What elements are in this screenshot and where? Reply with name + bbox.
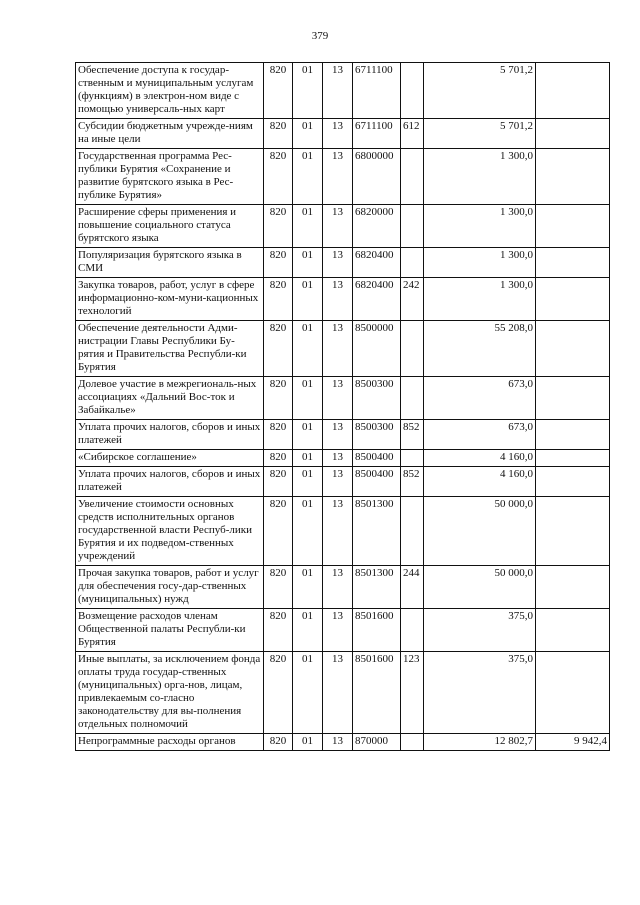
row-name-cell: Уплата прочих налогов, сборов и иных платежей xyxy=(76,420,264,450)
subsection-code-cell: 13 xyxy=(323,149,353,205)
target-article-cell: 8500400 xyxy=(353,467,401,497)
target-article-cell: 6711100 xyxy=(353,119,401,149)
expense-type-cell: 852 xyxy=(401,467,424,497)
table-row xyxy=(76,119,610,149)
table-row xyxy=(76,149,610,205)
ved-code-cell: 820 xyxy=(264,497,293,566)
section-code-cell: 01 xyxy=(293,63,323,119)
row-name-cell: Расширение сферы применения и повышение социального статуса бурятского языка xyxy=(76,205,264,248)
amount-cell: 375,0 xyxy=(424,609,536,652)
expense-type-cell: 612 xyxy=(401,119,424,149)
table-row xyxy=(76,420,610,450)
ved-code-cell: 820 xyxy=(264,420,293,450)
table-row xyxy=(76,321,610,377)
additional-amount-cell xyxy=(536,450,610,467)
budget-table-body xyxy=(76,63,610,751)
section-code-cell: 01 xyxy=(293,149,323,205)
ved-code-cell: 820 xyxy=(264,205,293,248)
target-article-cell: 8500400 xyxy=(353,450,401,467)
additional-amount-cell xyxy=(536,119,610,149)
target-article-cell: 6820400 xyxy=(353,248,401,278)
table-row xyxy=(76,377,610,420)
amount-cell: 50 000,0 xyxy=(424,497,536,566)
section-code-cell: 01 xyxy=(293,377,323,420)
target-article-cell: 6820400 xyxy=(353,278,401,321)
subsection-code-cell: 13 xyxy=(323,497,353,566)
section-code-cell: 01 xyxy=(293,609,323,652)
amount-cell: 4 160,0 xyxy=(424,450,536,467)
row-name-cell: Закупка товаров, работ, услуг в сфере информационно-ком-муни-кационных технологий xyxy=(76,278,264,321)
amount-cell: 4 160,0 xyxy=(424,467,536,497)
expense-type-cell xyxy=(401,377,424,420)
budget-table xyxy=(75,62,610,751)
subsection-code-cell: 13 xyxy=(323,566,353,609)
section-code-cell: 01 xyxy=(293,205,323,248)
table-row xyxy=(76,497,610,566)
amount-cell: 5 701,2 xyxy=(424,63,536,119)
target-article-cell: 6711100 xyxy=(353,63,401,119)
table-row xyxy=(76,278,610,321)
section-code-cell: 01 xyxy=(293,652,323,734)
amount-cell: 375,0 xyxy=(424,652,536,734)
section-code-cell: 01 xyxy=(293,497,323,566)
subsection-code-cell: 13 xyxy=(323,377,353,420)
ved-code-cell: 820 xyxy=(264,149,293,205)
row-name-cell: Государственная программа Рес-публики Бурятия «Сохранение и развитие бурятского языка в Рес-публике Бурятия» xyxy=(76,149,264,205)
subsection-code-cell: 13 xyxy=(323,652,353,734)
section-code-cell: 01 xyxy=(293,248,323,278)
row-name-cell: «Сибирское соглашение» xyxy=(76,450,264,467)
table-row xyxy=(76,205,610,248)
section-code-cell: 01 xyxy=(293,119,323,149)
ved-code-cell: 820 xyxy=(264,63,293,119)
section-code-cell: 01 xyxy=(293,321,323,377)
subsection-code-cell: 13 xyxy=(323,609,353,652)
amount-cell: 50 000,0 xyxy=(424,566,536,609)
section-code-cell: 01 xyxy=(293,450,323,467)
expense-type-cell: 244 xyxy=(401,566,424,609)
section-code-cell: 01 xyxy=(293,467,323,497)
amount-cell: 1 300,0 xyxy=(424,248,536,278)
amount-cell: 673,0 xyxy=(424,420,536,450)
target-article-cell: 8501600 xyxy=(353,652,401,734)
ved-code-cell: 820 xyxy=(264,467,293,497)
expense-type-cell xyxy=(401,321,424,377)
section-code-cell: 01 xyxy=(293,278,323,321)
amount-cell: 1 300,0 xyxy=(424,149,536,205)
additional-amount-cell xyxy=(536,497,610,566)
expense-type-cell xyxy=(401,248,424,278)
additional-amount-cell xyxy=(536,63,610,119)
additional-amount-cell xyxy=(536,467,610,497)
expense-type-cell xyxy=(401,149,424,205)
expense-type-cell xyxy=(401,450,424,467)
ved-code-cell: 820 xyxy=(264,609,293,652)
subsection-code-cell: 13 xyxy=(323,278,353,321)
table-row xyxy=(76,467,610,497)
expense-type-cell xyxy=(401,205,424,248)
target-article-cell: 8500000 xyxy=(353,321,401,377)
additional-amount-cell xyxy=(536,278,610,321)
amount-cell: 55 208,0 xyxy=(424,321,536,377)
table-row xyxy=(76,248,610,278)
target-article-cell: 6820000 xyxy=(353,205,401,248)
section-code-cell: 01 xyxy=(293,420,323,450)
ved-code-cell: 820 xyxy=(264,321,293,377)
ved-code-cell: 820 xyxy=(264,652,293,734)
additional-amount-cell xyxy=(536,248,610,278)
subsection-code-cell: 13 xyxy=(323,450,353,467)
target-article-cell: 8500300 xyxy=(353,420,401,450)
ved-code-cell: 820 xyxy=(264,377,293,420)
expense-type-cell: 123 xyxy=(401,652,424,734)
subsection-code-cell: 13 xyxy=(323,205,353,248)
additional-amount-cell xyxy=(536,205,610,248)
expense-type-cell xyxy=(401,63,424,119)
ved-code-cell: 820 xyxy=(264,119,293,149)
additional-amount-cell xyxy=(536,377,610,420)
section-code-cell: 01 xyxy=(293,566,323,609)
subsection-code-cell: 13 xyxy=(323,467,353,497)
expense-type-cell xyxy=(401,497,424,566)
table-row xyxy=(76,450,610,467)
amount-cell: 1 300,0 xyxy=(424,278,536,321)
section-code-cell: 01 xyxy=(293,734,323,751)
additional-amount-cell xyxy=(536,149,610,205)
expense-type-cell: 242 xyxy=(401,278,424,321)
ved-code-cell: 820 xyxy=(264,450,293,467)
row-name-cell: Возмещение расходов членам Общественной палаты Республи-ки Бурятия xyxy=(76,609,264,652)
table-row xyxy=(76,63,610,119)
row-name-cell: Уплата прочих налогов, сборов и иных платежей xyxy=(76,467,264,497)
amount-cell: 673,0 xyxy=(424,377,536,420)
additional-amount-cell xyxy=(536,652,610,734)
table-row xyxy=(76,734,610,751)
target-article-cell: 870000 xyxy=(353,734,401,751)
expense-type-cell: 852 xyxy=(401,420,424,450)
additional-amount-cell xyxy=(536,420,610,450)
row-name-cell: Непрограммные расходы органов xyxy=(76,734,264,751)
subsection-code-cell: 13 xyxy=(323,420,353,450)
target-article-cell: 8501600 xyxy=(353,609,401,652)
row-name-cell: Субсидии бюджетным учрежде-ниям на иные цели xyxy=(76,119,264,149)
row-name-cell: Увеличение стоимости основных средств исполнительных органов государственной власти Респуб-лики Бурятия и их подведом-ственных учреждений xyxy=(76,497,264,566)
row-name-cell: Прочая закупка товаров, работ и услуг для обеспечения госу-дар-ственных (муниципальных) нужд xyxy=(76,566,264,609)
additional-amount-cell xyxy=(536,566,610,609)
target-article-cell: 8501300 xyxy=(353,497,401,566)
table-row xyxy=(76,652,610,734)
subsection-code-cell: 13 xyxy=(323,248,353,278)
target-article-cell: 6800000 xyxy=(353,149,401,205)
subsection-code-cell: 13 xyxy=(323,63,353,119)
amount-cell: 1 300,0 xyxy=(424,205,536,248)
row-name-cell: Иные выплаты, за исключением фонда оплаты труда государ-ственных (муниципальных) орга-нов, лицам, привлекаемым со-гласно законодательству для вы-полнения отдельных полномочий xyxy=(76,652,264,734)
additional-amount-cell xyxy=(536,321,610,377)
ved-code-cell: 820 xyxy=(264,278,293,321)
expense-type-cell xyxy=(401,609,424,652)
ved-code-cell: 820 xyxy=(264,248,293,278)
target-article-cell: 8500300 xyxy=(353,377,401,420)
subsection-code-cell: 13 xyxy=(323,734,353,751)
row-name-cell: Долевое участие в межрегиональ-ных ассоциациях «Дальний Вос-ток и Забайкалье» xyxy=(76,377,264,420)
expense-type-cell xyxy=(401,734,424,751)
additional-amount-cell: 9 942,4 xyxy=(536,734,610,751)
ved-code-cell: 820 xyxy=(264,734,293,751)
table-row xyxy=(76,609,610,652)
target-article-cell: 8501300 xyxy=(353,566,401,609)
row-name-cell: Популяризация бурятского языка в СМИ xyxy=(76,248,264,278)
ved-code-cell: 820 xyxy=(264,566,293,609)
subsection-code-cell: 13 xyxy=(323,321,353,377)
table-row xyxy=(76,566,610,609)
additional-amount-cell xyxy=(536,609,610,652)
amount-cell: 5 701,2 xyxy=(424,119,536,149)
subsection-code-cell: 13 xyxy=(323,119,353,149)
amount-cell: 12 802,7 xyxy=(424,734,536,751)
row-name-cell: Обеспечение доступа к государ-ственным и муниципальным услугам (функциям) в электрон-ном виде с помощью универсаль-ных карт xyxy=(76,63,264,119)
page-number: 379 xyxy=(311,30,329,42)
row-name-cell: Обеспечение деятельности Адми-нистрации Главы Республики Бу-рятия и Правительства Республи-ки Бурятия xyxy=(76,321,264,377)
